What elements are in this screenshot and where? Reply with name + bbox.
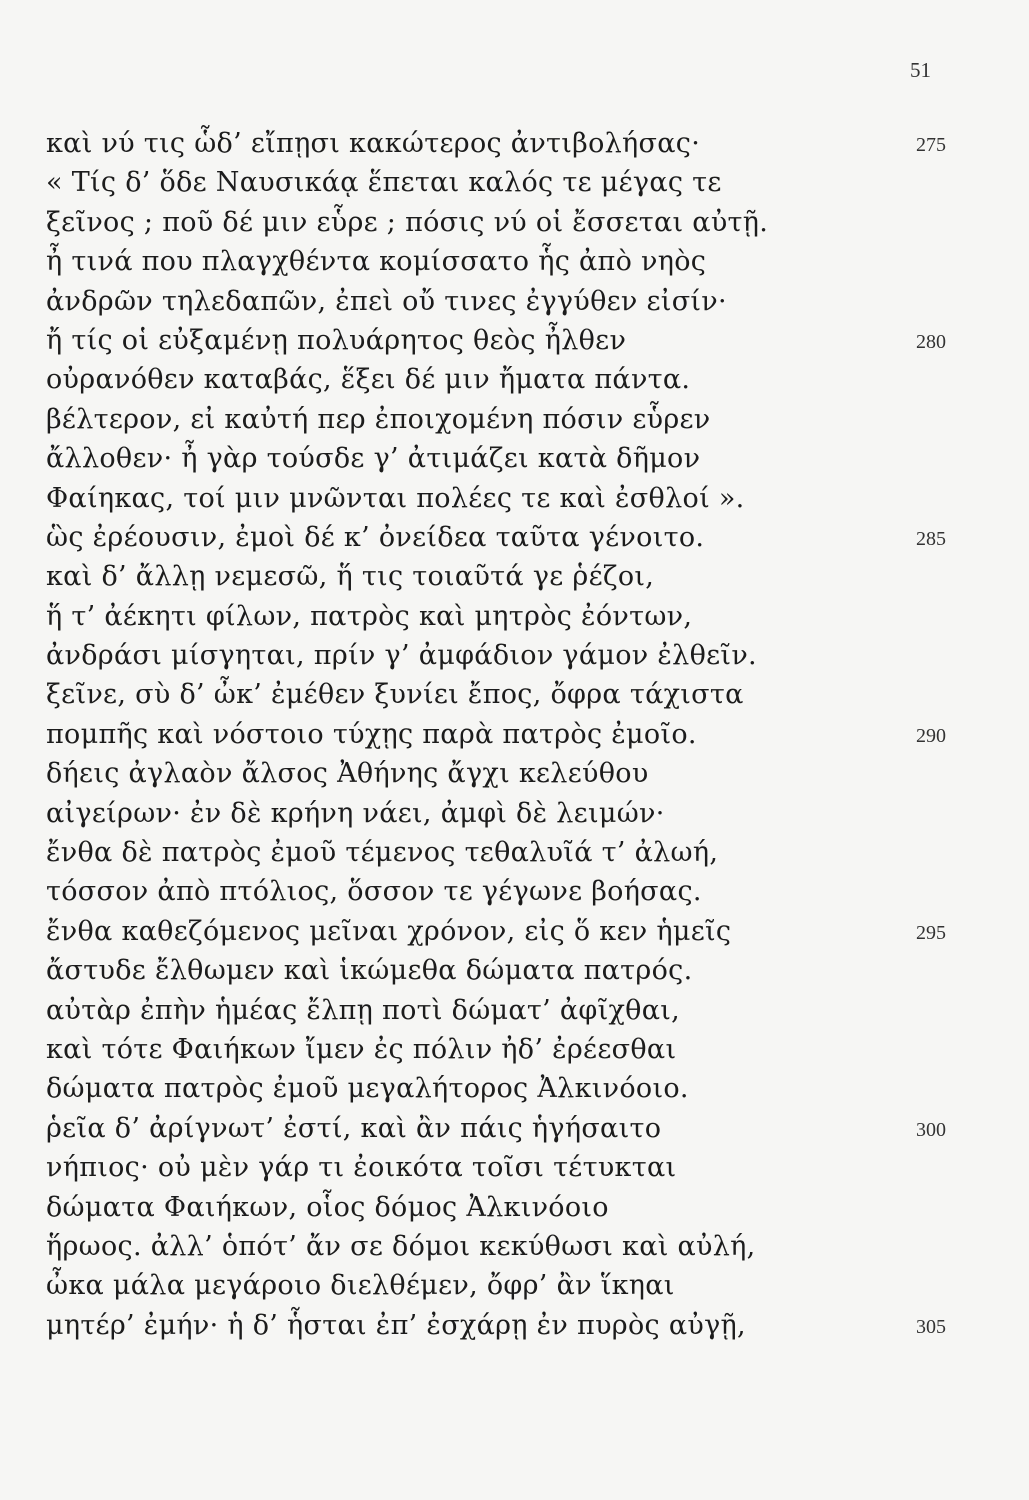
verse-text: ἥ τ’ ἀέκητι φίλων, πατρὸς καὶ μητρὸς ἐόντων,	[46, 600, 693, 632]
verse-line	[46, 833, 946, 872]
verse-text: ξεῖνε, σὺ δ’ ὦκ’ ἐμέθεν ξυνίει ἔπος, ὄφρα τάχιστα	[46, 679, 744, 711]
verse-text: ῥεῖα δ’ ἀρίγνωτ’ ἐστί, καὶ ἂν πάις ἡγήσαιτο	[46, 1112, 662, 1144]
verse-text: ἔνθα καθεζόμενος μεῖναι χρόνον, εἰς ὅ κεν ἡμεῖς	[46, 915, 732, 947]
verse-line	[46, 1188, 946, 1227]
line-number: 280	[916, 330, 946, 353]
page-number: 51	[910, 58, 931, 82]
verse-line	[46, 242, 946, 281]
verse-line	[46, 479, 946, 518]
verse-text: ἀνδράσι μίσγηται, πρίν γ’ ἀμφάδιον γάμον ἐλθεῖν.	[46, 640, 757, 672]
verse-line	[46, 282, 946, 321]
verse-line	[46, 1306, 946, 1345]
verse-line	[46, 991, 946, 1030]
verse-text: ὦκα μάλα μεγάροιο διελθέμεν, ὄφρ’ ἂν ἵκηαι	[46, 1270, 675, 1302]
verse-text: ἄστυδε ἔλθωμεν καὶ ἱκώμεθα δώματα πατρός.	[46, 955, 693, 987]
verse-line	[46, 321, 946, 360]
verse-line	[46, 400, 946, 439]
verse-text: βέλτερον, εἰ καὐτή περ ἐποιχομένη πόσιν εὗρεν	[46, 403, 711, 435]
line-number: 300	[916, 1118, 946, 1141]
verse-text: νήπιος· οὐ μὲν γάρ τι ἐοικότα τοῖσι τέτυκται	[46, 1152, 677, 1184]
verse-text: καὶ δ’ ἄλλῃ νεμεσῶ, ἥ τις τοιαῦτά γε ῥέζοι,	[46, 561, 655, 593]
verse-text: αἰγείρων· ἐν δὲ κρήνη νάει, ἀμφὶ δὲ λειμών·	[46, 797, 665, 829]
verse-line	[46, 1266, 946, 1305]
line-number: 305	[916, 1315, 946, 1338]
verse-text: καὶ νύ τις ὧδ’ εἴπῃσι κακώτερος ἀντιβολήσας·	[46, 128, 701, 159]
verse-text: πομπῆς καὶ νόστοιο τύχῃς παρὰ πατρὸς ἐμοῖο.	[46, 718, 697, 750]
verse-line	[46, 203, 946, 242]
verse-text: ξεῖνος ; ποῦ δέ μιν εὗρε ; πόσις νύ οἱ ἔσσεται αὐτῇ.	[46, 206, 769, 238]
verse-text: τόσσον ἀπὸ πτόλιος, ὅσσον τε γέγωνε βοήσας.	[46, 876, 702, 908]
verse-text: Φαίηκας, τοί μιν μνῶνται πολέες τε καὶ ἐσθλοί ».	[46, 482, 745, 514]
verse-text: δήεις ἀγλαὸν ἄλσος Ἀθήνης ἄγχι κελεύθου	[46, 758, 649, 790]
verse-line	[46, 597, 946, 636]
verse-line	[46, 872, 946, 911]
verse-line	[46, 518, 946, 557]
verse-line	[46, 951, 946, 990]
verse-text: μητέρ’ ἐμήν· ἡ δ’ ἧσται ἐπ’ ἐσχάρῃ ἐν πυρὸς αὐγῇ,	[46, 1309, 746, 1341]
verse-text: « Τίς δ’ ὅδε Ναυσικάᾳ ἕπεται καλός τε μέγας τε	[46, 167, 722, 199]
line-number: 290	[916, 724, 946, 747]
verse-text: αὐτὰρ ἐπὴν ἡμέας ἔλπῃ ποτὶ δώματ’ ἀφῖχθαι,	[46, 994, 681, 1026]
verse-line	[46, 124, 946, 163]
verse-text: δώματα πατρὸς ἐμοῦ μεγαλήτορος Ἀλκινόοιο.	[46, 1073, 689, 1105]
verse-line	[46, 912, 946, 951]
verse-text: ὣς ἐρέουσιν, ἐμοὶ δέ κ’ ὀνείδεα ταῦτα γένοιτο.	[46, 521, 705, 553]
verse-line	[46, 675, 946, 714]
verse-line	[46, 1148, 946, 1187]
verse-text: οὐρανόθεν καταβάς, ἕξει δέ μιν ἤματα πάντα.	[46, 364, 691, 396]
verse-line	[46, 1030, 946, 1069]
verse-line	[46, 163, 946, 202]
verse-block	[46, 124, 946, 1345]
verse-text: ἔνθα δὲ πατρὸς ἐμοῦ τέμενος τεθαλυῖά τ’ ἀλωή,	[46, 837, 719, 869]
verse-line	[46, 1109, 946, 1148]
verse-line	[46, 636, 946, 675]
verse-line	[46, 439, 946, 478]
verse-text: ἀνδρῶν τηλεδαπῶν, ἐπεὶ οὔ τινες ἐγγύθεν εἰσίν·	[46, 285, 727, 317]
verse-line	[46, 754, 946, 793]
line-number: 285	[916, 527, 946, 550]
verse-text: δώματα Φαιήκων, οἷος δόμος Ἀλκινόοιο	[46, 1191, 609, 1223]
line-number: 295	[916, 921, 946, 944]
verse-text: ἄλλοθεν· ἦ γὰρ τούσδε γ’ ἀτιμάζει κατὰ δῆμον	[46, 443, 701, 475]
verse-line	[46, 557, 946, 596]
verse-text: ἦ τινά που πλαγχθέντα κομίσσατο ἧς ἀπὸ νηὸς	[46, 246, 707, 278]
verse-line	[46, 360, 946, 399]
line-number: 275	[916, 134, 946, 156]
verse-text: ἥρωος. ἀλλ’ ὁπότ’ ἄν σε δόμοι κεκύθωσι καὶ αὐλή,	[46, 1230, 756, 1262]
verse-line	[46, 715, 946, 754]
verse-line	[46, 1069, 946, 1108]
verse-line	[46, 794, 946, 833]
verse-line	[46, 1227, 946, 1266]
verse-text: ἤ τίς οἱ εὐξαμένῃ πολυάρητος θεὸς ἦλθεν	[46, 324, 627, 356]
verse-text: καὶ τότε Φαιήκων ἴμεν ἐς πόλιν ἠδ’ ἐρέεσθαι	[46, 1033, 677, 1065]
